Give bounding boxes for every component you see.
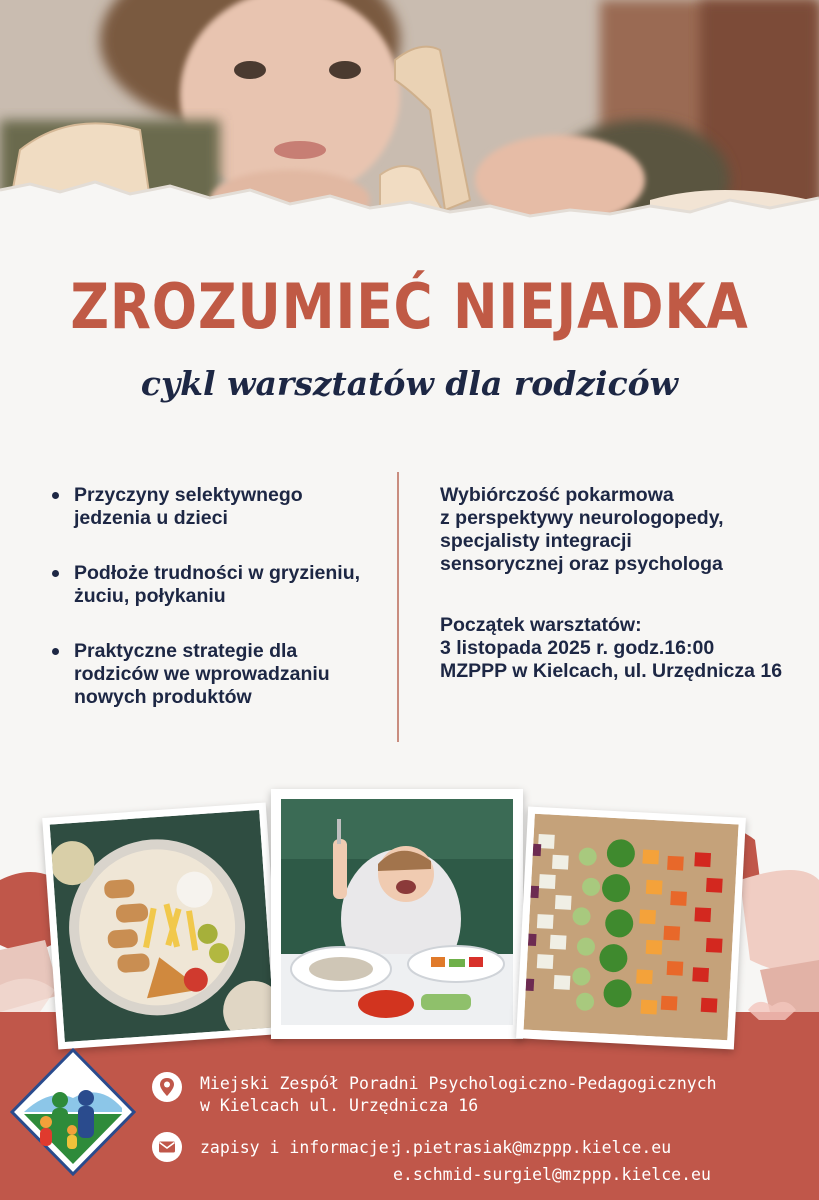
torn-paper-edge xyxy=(0,170,819,260)
topic-line: żuciu, połykaniu xyxy=(74,585,226,607)
start-date: 3 listopada 2025 r. godz.16:00 xyxy=(440,637,715,659)
topics-list xyxy=(50,484,370,741)
bullet-icon xyxy=(52,570,59,577)
description-line: specjalisty integracji xyxy=(440,530,632,552)
topic-line: Praktyczne strategie dla xyxy=(74,640,298,662)
topic-line: Przyczyny selektywnego xyxy=(74,484,303,506)
column-divider xyxy=(397,472,399,742)
vegetables-image xyxy=(524,814,739,1040)
info-column xyxy=(440,484,800,683)
email-link-2[interactable]: e.schmid-surgiel@mzppp.kielce.eu xyxy=(393,1165,711,1184)
start-location: MZPPP w Kielcach, ul. Urzędnicza 16 xyxy=(440,660,783,682)
envelope-icon xyxy=(152,1132,182,1162)
page-subtitle: cykl warsztatów dla rodziców xyxy=(140,364,679,403)
location-pin-icon xyxy=(152,1072,182,1102)
contact-row xyxy=(152,1130,792,1190)
mzppp-logo xyxy=(10,1048,136,1176)
email-link-1[interactable]: j.pietrasiak@mzppp.kielce.eu xyxy=(393,1138,672,1157)
topic-item xyxy=(50,640,370,709)
vegetables-photo xyxy=(516,806,746,1049)
food-photo-platter xyxy=(42,802,282,1049)
start-label: Początek warsztatów: xyxy=(440,614,642,636)
topic-line: nowych produktów xyxy=(74,686,252,708)
child-eating-photo xyxy=(271,789,523,1039)
topic-line: Podłoże trudności w gryzieniu, xyxy=(74,562,361,584)
bullet-icon xyxy=(52,492,59,499)
address-line-2: w Kielcach ul. Urzędnicza 16 xyxy=(200,1096,479,1115)
bullet-icon xyxy=(52,648,59,655)
topic-item xyxy=(50,484,370,530)
description-line: sensorycznej oraz psychologa xyxy=(440,553,723,575)
address-row xyxy=(152,1072,792,1122)
topic-line: rodziców we wprowadzaniu xyxy=(74,663,330,685)
child-eating-image xyxy=(281,799,513,1025)
description-line: z perspektywy neurologopedy, xyxy=(440,507,724,529)
topic-line: jedzenia u dzieci xyxy=(74,507,228,529)
description-line: Wybiórczość pokarmowa xyxy=(440,484,674,506)
address-line-1: Miejski Zespół Poradni Psychologiczno-Pedagogicznych xyxy=(200,1074,717,1093)
food-platter-image xyxy=(50,810,275,1042)
contact-label: zapisy i informacje: xyxy=(200,1138,399,1157)
topic-item xyxy=(50,562,370,608)
page-title: ZROZUMIEĆ NIEJADKA xyxy=(70,270,749,343)
